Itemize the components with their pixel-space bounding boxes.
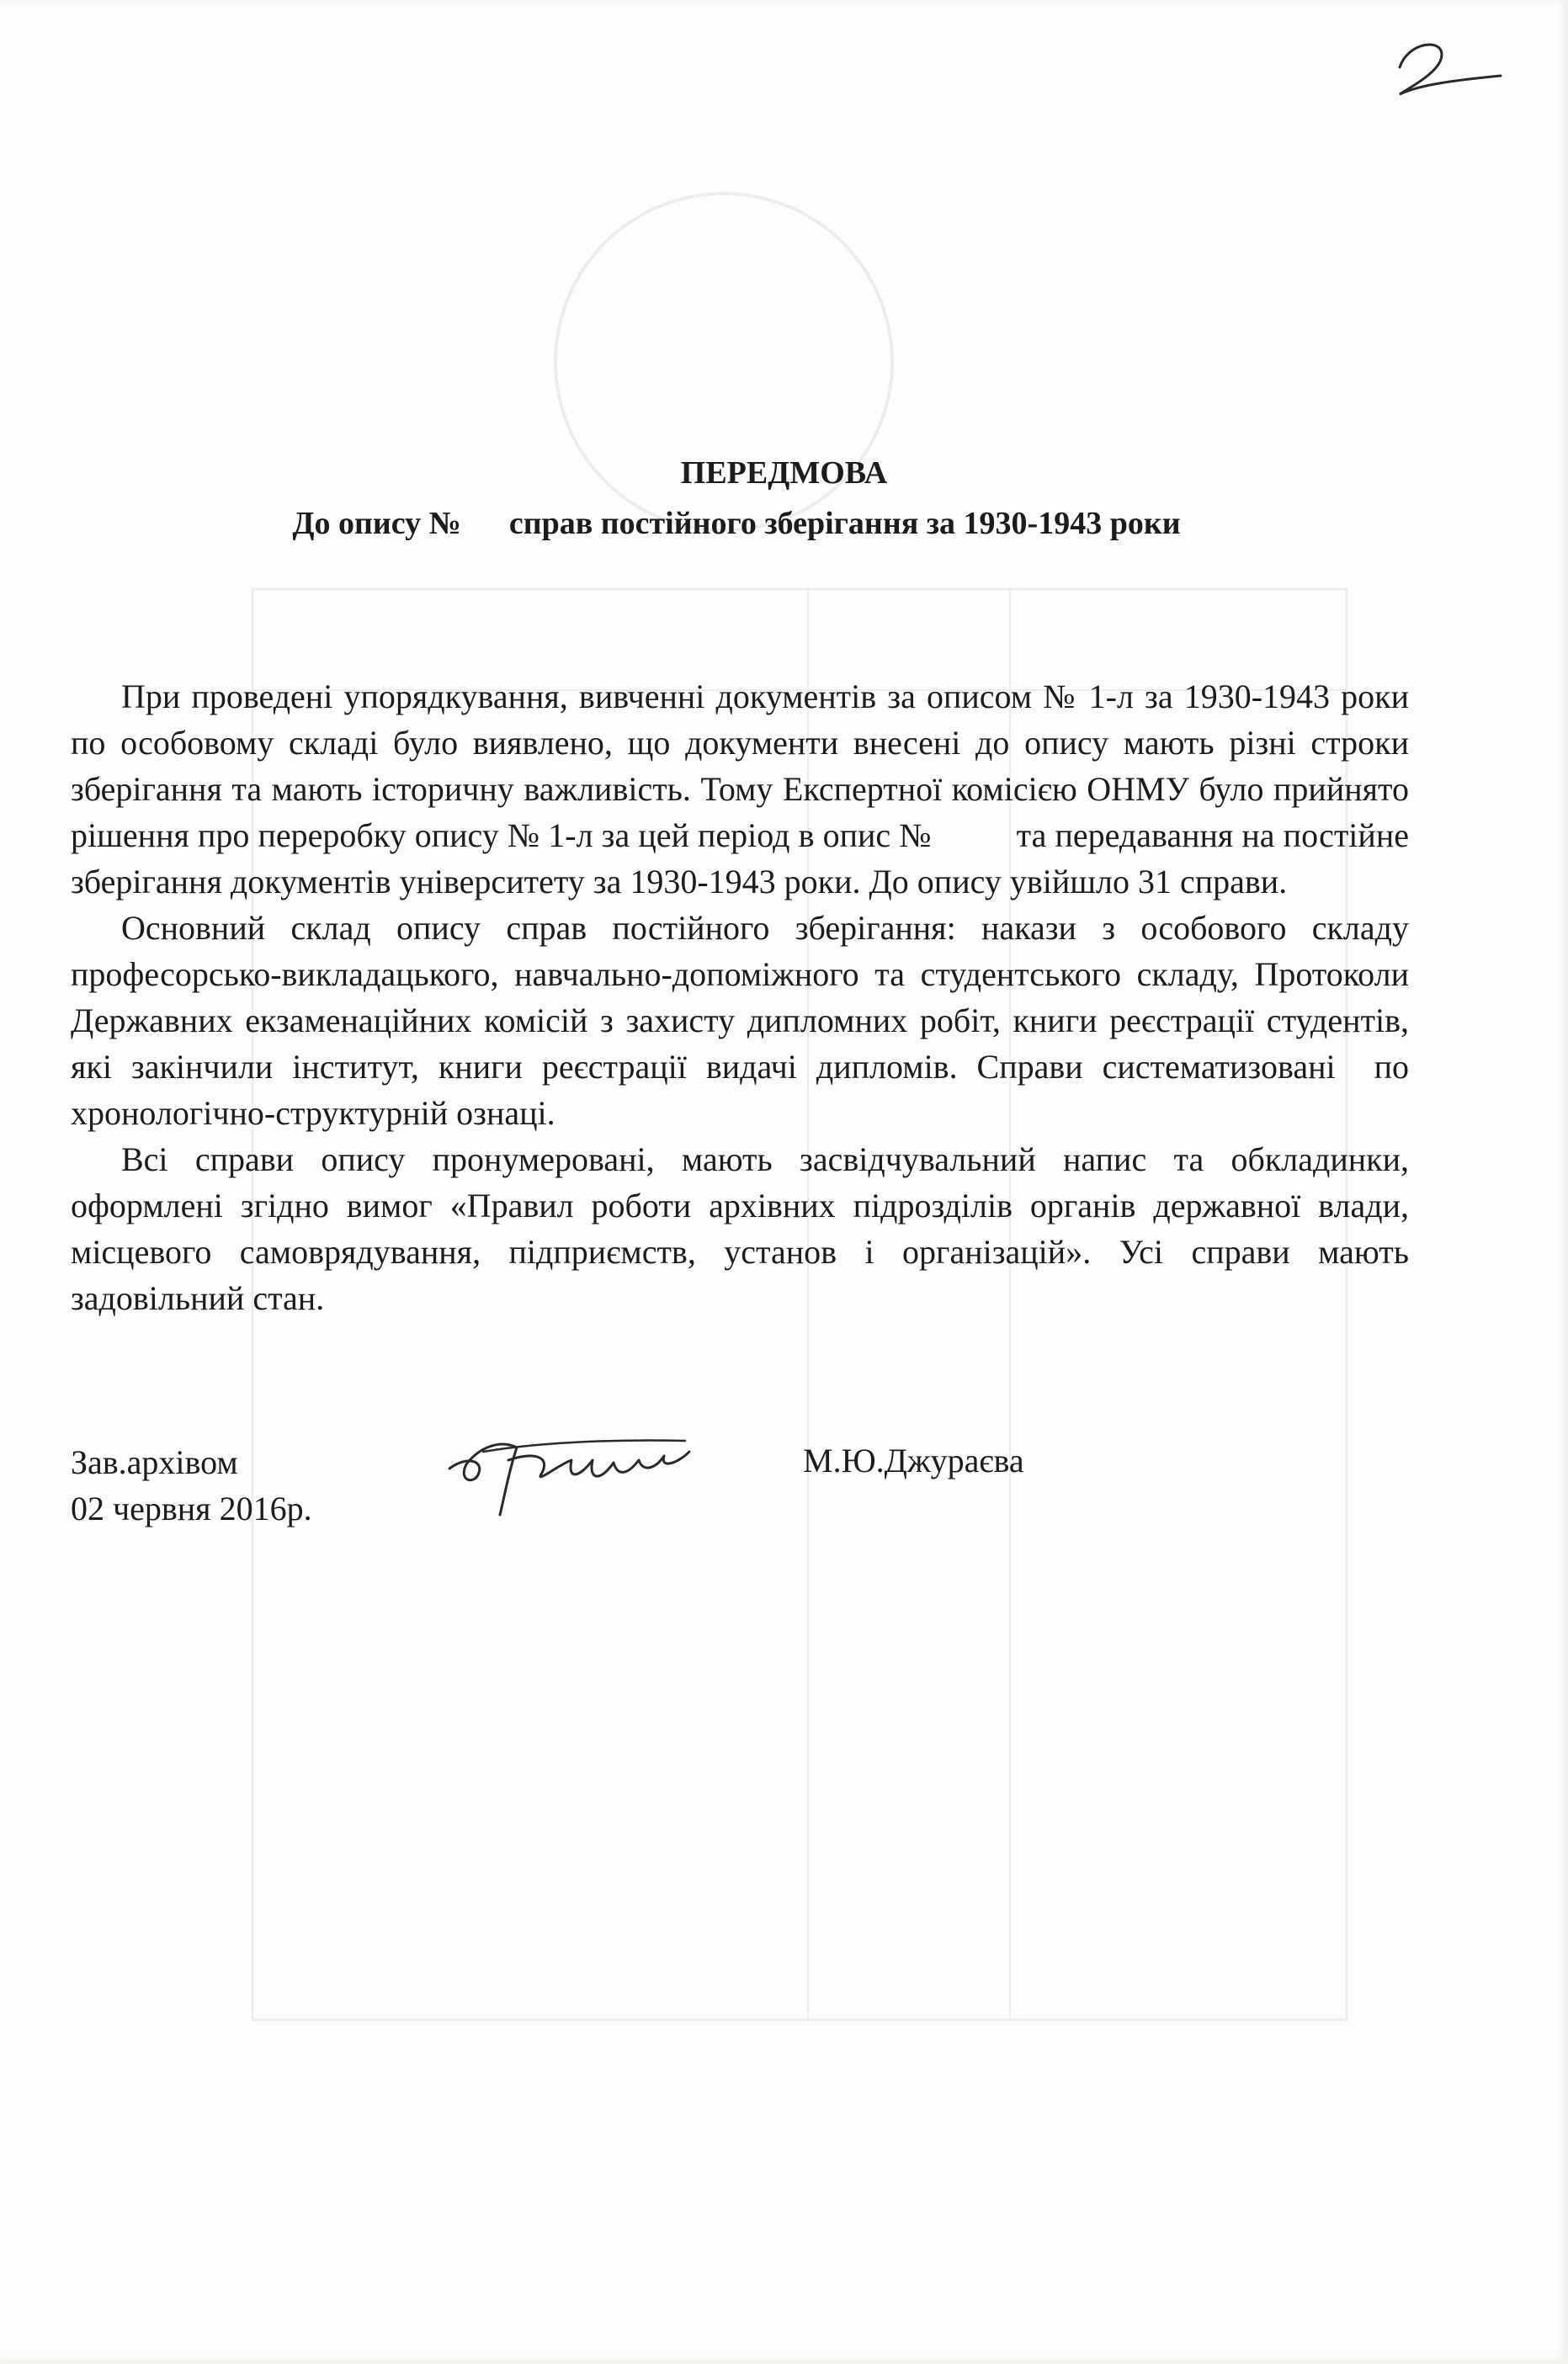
signer-role: Зав.архівом — [71, 1443, 238, 1481]
document-body — [71, 673, 1426, 1321]
handwritten-page-number — [1383, 34, 1509, 101]
signature-block — [71, 1439, 1502, 1557]
handwritten-signature — [433, 1422, 719, 1532]
document-subtitle: До опису № справ постійного зберігання за 1930-1943 роки — [292, 506, 1181, 541]
paragraph-1: При проведені упорядкування, вивченні документів за описом № 1-л за 1930-1943 роки по особовому складі було виявлено, що документи внесені до опису мають різні строки зберігання та мають історичну важливість. Тому Експертної комісією ОНМУ було прийнято рішення про переробку опису № 1-л за цей період в опис № та передавання на постійне зберігання документів університету за 1930-1943 роки. До опису увійшло 31 справи. — [71, 677, 1426, 900]
signature-date: 02 червня 2016р. — [71, 1490, 312, 1527]
document-title: ПЕРЕДМОВА — [680, 455, 888, 491]
signer-name: М.Ю.Джураєва — [803, 1442, 1024, 1479]
paragraph-3: Всі справи опису пронумеровані, мають засвідчувальний напис та обкладинки, оформлені згідно вимог «Правил роботи архівних підрозділів органів державної влади, місцевого самоврядування, підприємств, установ і організацій». Усі справи мають задовільний стан. — [71, 1140, 1417, 1317]
paragraph-2: Основний склад опису справ постійного зберігання: накази з особового складу професорсько-викладацького, навчально-допоміжного та студентського складу, Протоколи Державних екзаменаційних комісій з захисту дипломних робіт, книги реєстрації студентів, які закінчили інститут, книги реєстрації видачі дипломів. Справи систематизовані по хронологічно-структурній ознаці. — [71, 909, 1417, 1132]
